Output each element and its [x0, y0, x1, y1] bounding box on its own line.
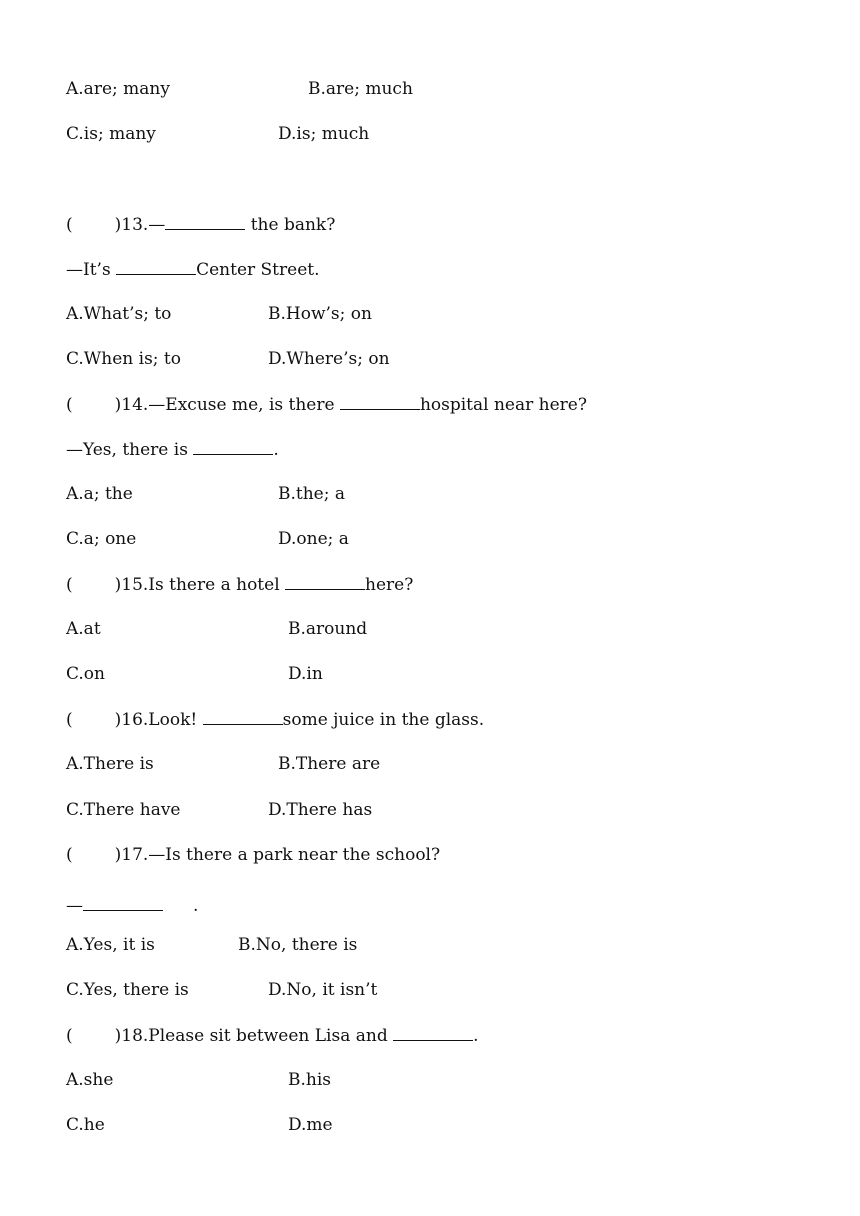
q15-option-a: A.at [66, 619, 101, 639]
q17-reply [66, 894, 198, 916]
q15-blank [285, 573, 365, 590]
q18-option-a: A.she [66, 1070, 114, 1090]
q17-option-b: B.No, there is [238, 935, 358, 955]
q17-reply-prefix: — [66, 896, 83, 916]
q13-open-paren: ( [66, 215, 73, 235]
q16-number: )16.Look! [114, 710, 203, 730]
q16-option-d: D.There has [268, 800, 373, 820]
q17-option-d: D.No, it isn’t [268, 980, 378, 1000]
q15-option-b: B.around [288, 619, 368, 639]
q16-question [66, 708, 484, 730]
q14-text: hospital near here? [419, 395, 587, 415]
q14-question [66, 393, 587, 415]
q13-reply-suffix: Center Street. [196, 260, 320, 280]
q17-option-a: A.Yes, it is [66, 935, 155, 955]
q14-option-c: C.a; one [66, 529, 137, 549]
q14-reply-suffix: . [273, 440, 279, 460]
q13-option-c: C.When is; to [66, 349, 181, 369]
q15-number: )15.Is there a hotel [114, 575, 286, 595]
q14-blank-1 [340, 393, 420, 410]
q12-option-b: B.are; much [308, 79, 413, 99]
q15-option-c: C.on [66, 664, 105, 684]
q13-reply [66, 258, 320, 280]
q14-blank-2 [193, 438, 273, 455]
q14-option-a: A.a; the [66, 484, 133, 504]
q16-option-b: B.There are [278, 754, 381, 774]
q13-option-a: A.What’s; to [66, 304, 172, 324]
q18-number: )18.Please sit between Lisa and [114, 1026, 394, 1046]
q13-question [66, 213, 335, 235]
q17-blank [83, 894, 163, 911]
q13-number: )13.— [114, 215, 166, 235]
q16-option-c: C.There have [66, 800, 181, 820]
q17-question [66, 844, 440, 866]
q18-option-b: B.his [288, 1070, 332, 1090]
q14-number: )14.—Excuse me, is there [114, 395, 340, 415]
q14-reply-prefix: —Yes, there is [66, 440, 194, 460]
q18-open-paren: ( [66, 1026, 73, 1046]
q14-open-paren: ( [66, 395, 73, 415]
q12-option-c: C.is; many [66, 124, 156, 144]
q16-option-a: A.There is [66, 754, 154, 774]
q14-option-d: D.one; a [278, 529, 349, 549]
q14-reply [66, 438, 279, 460]
q13-reply-prefix: —It’s [66, 260, 117, 280]
q13-option-b: B.How’s; on [268, 304, 372, 324]
q13-blank-1 [165, 213, 245, 230]
q12-option-a: A.are; many [66, 79, 170, 99]
q13-text: the bank? [245, 215, 336, 235]
q15-option-d: D.in [288, 664, 323, 684]
q16-text: some juice in the glass. [282, 710, 485, 730]
q17-reply-suffix: . [193, 896, 199, 916]
q15-open-paren: ( [66, 575, 73, 595]
q18-option-d: D.me [288, 1115, 333, 1135]
q18-text: . [473, 1026, 479, 1046]
q14-option-b: B.the; a [278, 484, 346, 504]
q16-open-paren: ( [66, 710, 73, 730]
q17-option-c: C.Yes, there is [66, 980, 189, 1000]
q18-question [66, 1024, 479, 1046]
q18-blank [393, 1024, 473, 1041]
q17-number: )17.—Is there a park near the school? [114, 845, 441, 865]
q16-blank [203, 708, 283, 725]
q13-blank-2 [116, 258, 196, 275]
q15-question [66, 573, 413, 595]
q15-text: here? [365, 575, 414, 595]
q17-open-paren: ( [66, 845, 73, 865]
q18-option-c: C.he [66, 1115, 105, 1135]
q13-option-d: D.Where’s; on [268, 349, 390, 369]
q12-option-d: D.is; much [278, 124, 370, 144]
